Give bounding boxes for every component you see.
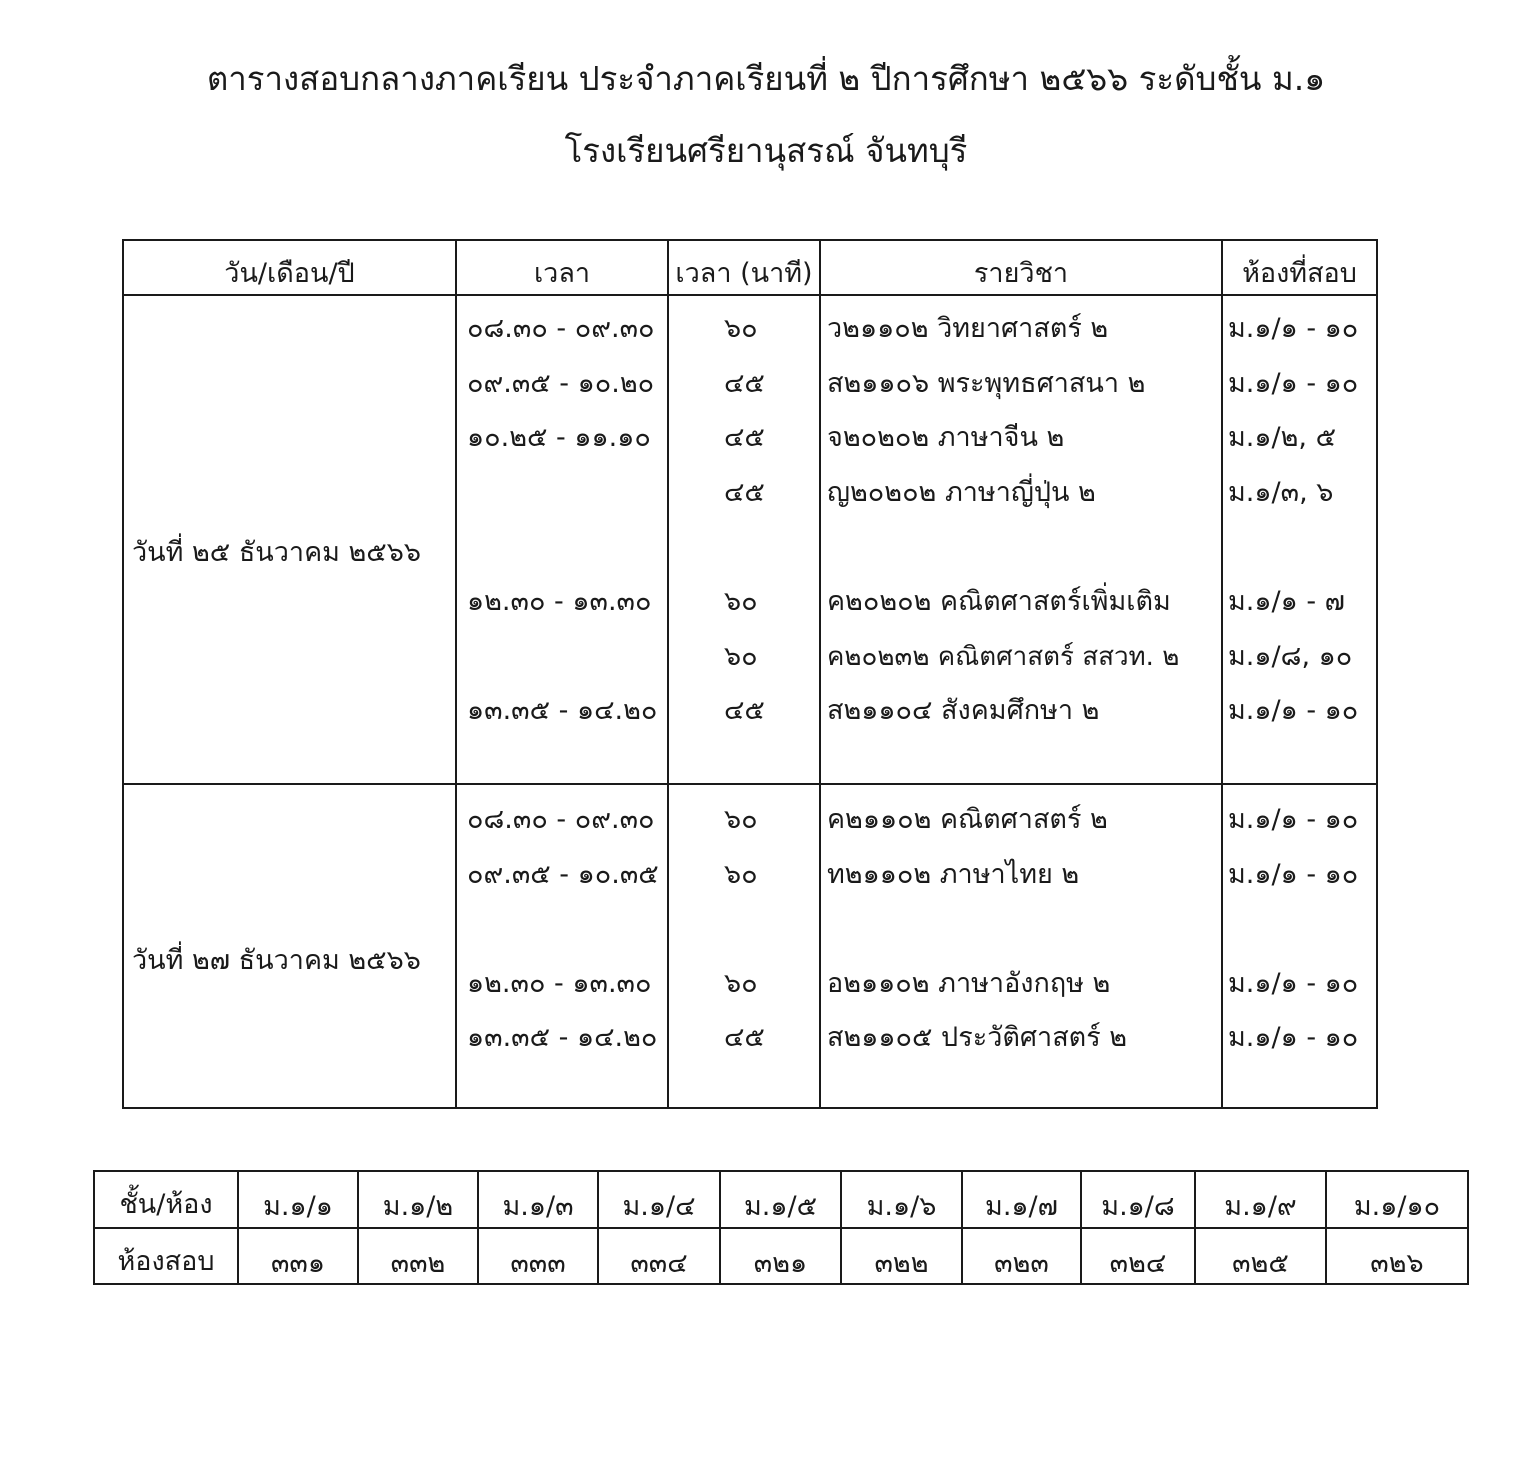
header-minutes: เวลา (นาที) [675, 258, 813, 289]
subject-cell: ว๒๑๑๐๒ วิทยาศาสตร์ ๒ [827, 313, 1109, 344]
time-cell: ๐๙.๓๕ - ๑๐.๓๕ [467, 859, 659, 890]
column-divider [819, 241, 821, 1107]
room-cell: ๓๒๓ [994, 1248, 1049, 1279]
header-divider [124, 294, 1376, 296]
class-label: ชั้น/ห้อง [119, 1189, 213, 1220]
minutes-cell: ๖๐ [724, 804, 758, 835]
subject-cell: ค๒๐๒๐๒ คณิตศาสตร์เพิ่มเติม [827, 586, 1171, 617]
room-cell: ๓๒๒ [874, 1248, 929, 1279]
time-cell: ๑๐.๒๕ - ๑๑.๑๐ [467, 422, 651, 453]
minutes-cell: ๖๐ [724, 641, 758, 672]
class-cell: ม.๑/๔ [622, 1191, 696, 1222]
minutes-cell: ๖๐ [724, 859, 758, 890]
time-cell: ๑๒.๓๐ - ๑๓.๓๐ [467, 968, 652, 999]
header-date: วัน/เดือน/ปี [224, 258, 355, 289]
time-cell: ๑๒.๓๐ - ๑๓.๓๐ [467, 586, 652, 617]
room-cell: ๓๒๑ [753, 1248, 808, 1279]
rooms-cell: ม.๑/๘, ๑๐ [1228, 641, 1353, 672]
room-cell: ๓๓๔ [630, 1248, 688, 1279]
time-cell: ๐๘.๓๐ - ๐๙.๓๐ [467, 313, 655, 344]
document-title: ตารางสอบกลางภาคเรียน ประจำภาคเรียนที่ ๒ ปีการศึกษา ๒๕๖๖ ระดับชั้น ม.๑ [206, 59, 1326, 98]
subject-cell: ท๒๑๑๐๒ ภาษาไทย ๒ [827, 859, 1080, 890]
room-cell: ๓๓๑ [270, 1248, 326, 1279]
minutes-cell: ๖๐ [724, 586, 758, 617]
minutes-cell: ๔๕ [724, 477, 765, 508]
minutes-cell: ๔๕ [724, 1022, 765, 1053]
class-cell: ม.๑/๑๐ [1353, 1191, 1441, 1222]
time-cell: ๑๓.๓๕ - ๑๔.๒๐ [467, 1022, 658, 1053]
class-cell: ม.๑/๖ [866, 1191, 937, 1222]
subject-cell: จ๒๐๒๐๒ ภาษาจีน ๒ [827, 422, 1065, 453]
minutes-cell: ๖๐ [724, 968, 758, 999]
room-cell: ๓๒๔ [1109, 1248, 1167, 1279]
rooms-cell: ม.๑/๑ - ๑๐ [1228, 804, 1359, 835]
time-cell: ๐๙.๓๕ - ๑๐.๒๐ [467, 368, 655, 399]
subject-cell: อ๒๑๑๐๒ ภาษาอังกฤษ ๒ [827, 968, 1111, 999]
class-cell: ม.๑/๕ [743, 1191, 818, 1222]
subject-cell: ส๒๑๑๐๖ พระพุทธศาสนา ๒ [827, 368, 1146, 399]
rooms-cell: ม.๑/๑ - ๑๐ [1228, 313, 1359, 344]
row-divider [95, 1227, 1467, 1229]
rooms-cell: ม.๑/๑ - ๑๐ [1228, 368, 1359, 399]
header-rooms: ห้องที่สอบ [1242, 258, 1357, 289]
class-cell: ม.๑/๓ [502, 1191, 574, 1222]
room-cell: ๓๓๓ [510, 1248, 566, 1279]
minutes-cell: ๔๕ [724, 422, 765, 453]
rooms-cell: ม.๑/๒, ๕ [1228, 422, 1337, 453]
room-cell: ๓๓๒ [390, 1248, 446, 1279]
rooms-cell: ม.๑/๑ - ๑๐ [1228, 968, 1359, 999]
column-divider [1221, 241, 1223, 1107]
subject-cell: ญ๒๐๒๐๒ ภาษาญี่ปุ่น ๒ [827, 477, 1096, 508]
room-cell: ๓๒๖ [1370, 1248, 1424, 1279]
column-divider [667, 241, 669, 1107]
subject-cell: ส๒๑๑๐๔ สังคมศึกษา ๒ [827, 695, 1100, 726]
header-subject: รายวิชา [973, 258, 1069, 289]
time-cell: ๑๓.๓๕ - ๑๔.๒๐ [467, 695, 658, 726]
class-cell: ม.๑/๘ [1101, 1191, 1175, 1222]
exam-schedule-table [122, 239, 1378, 1109]
rooms-cell: ม.๑/๓, ๖ [1228, 477, 1334, 508]
exam-date: วันที่ ๒๗ ธันวาคม ๒๕๖๖ [132, 945, 421, 976]
subject-cell: ค๒๑๑๐๒ คณิตศาสตร์ ๒ [827, 804, 1108, 835]
class-cell: ม.๑/๗ [985, 1191, 1058, 1222]
school-name: โรงเรียนศรียานุสรณ์ จันทบุรี [564, 131, 968, 170]
room-label: ห้องสอบ [117, 1246, 215, 1277]
rooms-cell: ม.๑/๑ - ๑๐ [1228, 859, 1359, 890]
subject-cell: ส๒๑๑๐๕ ประวัติศาสตร์ ๒ [827, 1022, 1128, 1053]
day-divider [124, 783, 1376, 785]
minutes-cell: ๔๕ [724, 368, 765, 399]
class-cell: ม.๑/๙ [1224, 1191, 1297, 1222]
room-cell: ๓๒๕ [1232, 1248, 1289, 1279]
time-cell: ๐๘.๓๐ - ๐๙.๓๐ [467, 804, 655, 835]
class-cell: ม.๑/๑ [263, 1191, 333, 1222]
minutes-cell: ๖๐ [724, 313, 758, 344]
class-cell: ม.๑/๒ [382, 1191, 454, 1222]
exam-room-table [93, 1170, 1469, 1285]
rooms-cell: ม.๑/๑ - ๗ [1228, 586, 1345, 617]
exam-date: วันที่ ๒๕ ธันวาคม ๒๕๖๖ [132, 537, 422, 568]
subject-cell: ค๒๐๒๓๒ คณิตศาสตร์ สสวท. ๒ [827, 642, 1180, 672]
rooms-cell: ม.๑/๑ - ๑๐ [1228, 1022, 1359, 1053]
column-divider [455, 241, 457, 1107]
header-time: เวลา [533, 258, 591, 289]
rooms-cell: ม.๑/๑ - ๑๐ [1228, 695, 1359, 726]
minutes-cell: ๔๕ [724, 695, 765, 726]
